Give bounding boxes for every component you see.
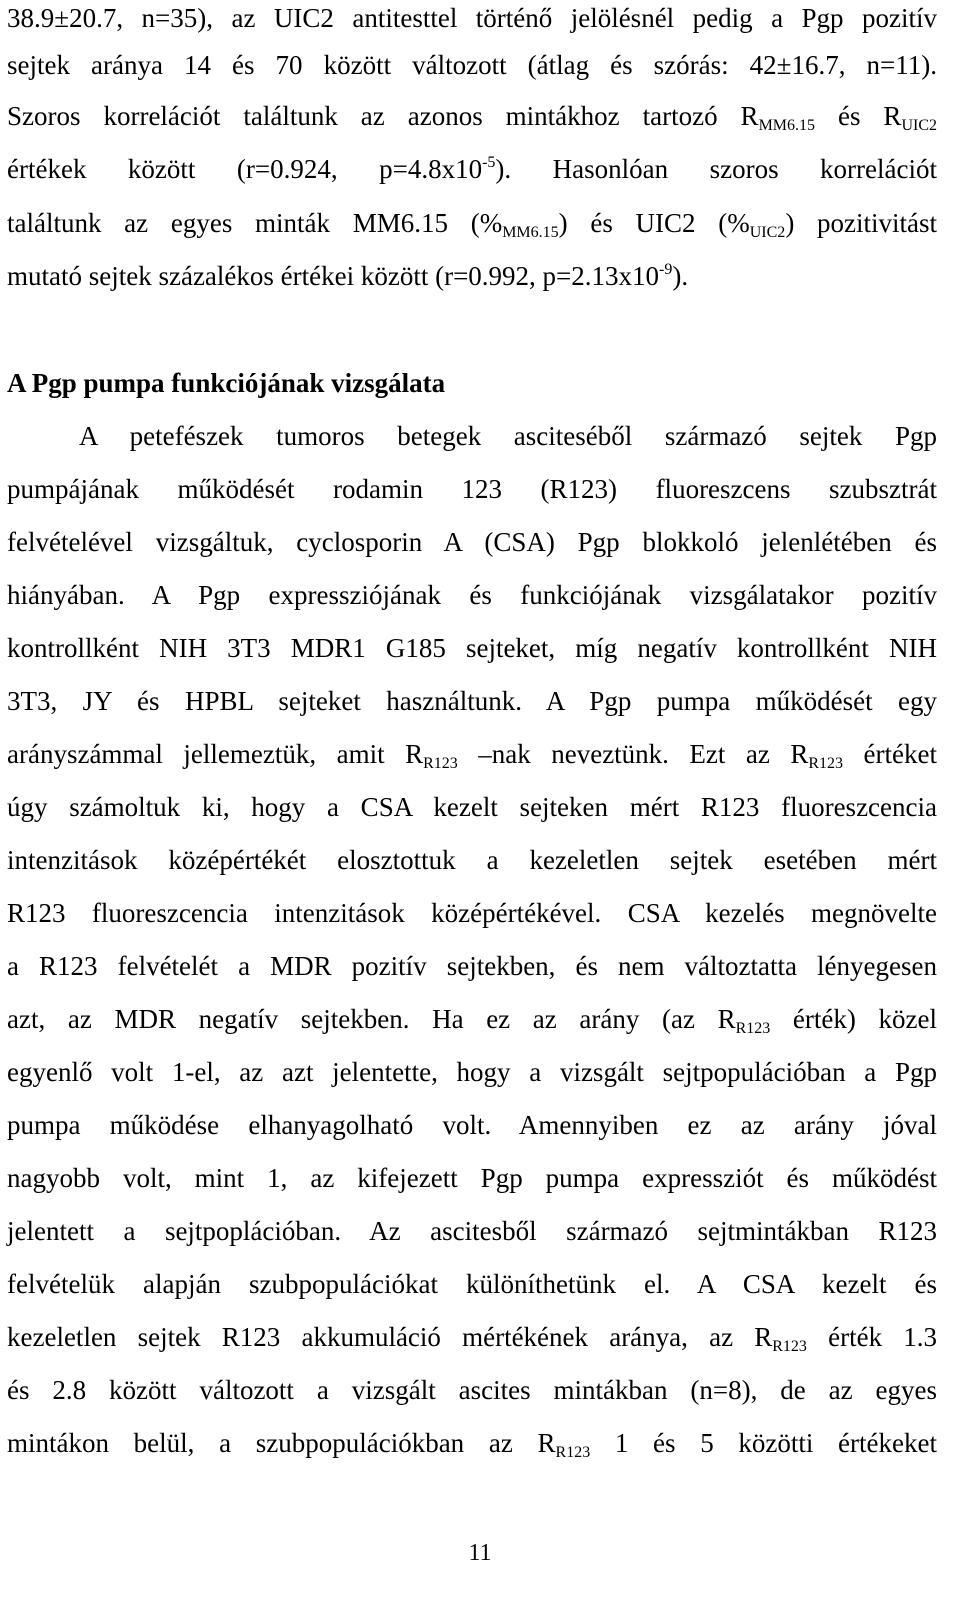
text-line: Szoros korrelációt találtunk az azonos mintákhoz tartozó $R_{MM6.15}$ és $R_{UIC2}$ — [7, 101, 938, 134]
text-line: mutató sejtek százalékos értékei között (r=0.992, $p=2.13x10^{-9}$). — [7, 261, 689, 291]
text-line: A petefészek tumoros betegek asciteséből származó sejtek Pgp — [79, 421, 937, 451]
text-line: R123 fluoreszcencia intenzitások középértékével. CSA kezelés megnövelte — [7, 898, 937, 928]
text-line: kezeletlen sejtek R123 akkumuláció mértékének aránya, az $R_{R123}$ érték 1.3 — [7, 1322, 937, 1355]
text-line: felvételük alapján szubpopulációkat különíthetünk el. A CSA kezelt és — [7, 1269, 937, 1299]
text-line: arányszámmal jellemeztük, amit $R_{R123}$ –nak neveztünk. Ezt az $R_{R123}$ értéket — [7, 739, 937, 772]
text-line: jelentett a sejtpoplációban. Az ascitesből származó sejtmintákban R123 — [7, 1216, 937, 1246]
text-line: pumpa működése elhanyagolható volt. Amennyiben ez az arány jóval — [7, 1110, 937, 1140]
text-line: értékek között (r=0.924, $p=4.8x10^{-5}$). Hasonlóan szoros korrelációt — [7, 154, 937, 184]
text-line: egyenlő volt 1-el, az azt jelentette, hogy a vizsgált sejtpopulációban a Pgp — [7, 1057, 937, 1087]
section-heading: A Pgp pumpa funkciójának vizsgálata — [7, 368, 446, 398]
text-line: mintákon belül, a szubpopulációkban az $R_{R123}$ 1 és 5 közötti értékeket — [7, 1428, 937, 1461]
text-line: 3T3, JY és HPBL sejteket használtunk. A Pgp pumpa működését egy — [7, 686, 937, 716]
text-line: pumpájának működését rodamin 123 (R123) fluoreszcens szubsztrát — [7, 474, 937, 504]
text-line: és 2.8 között változott a vizsgált ascites mintákban (n=8), de az egyes — [7, 1375, 937, 1405]
text-line: azt, az MDR negatív sejtekben. Ha ez az arány (az $R_{R123}$ érték) közel — [7, 1004, 937, 1037]
text-line: 38.9±20.7, n=35), az UIC2 antitesttel történő jelölésnél pedig a Pgp pozitív — [7, 3, 937, 33]
text-line: úgy számoltuk ki, hogy a CSA kezelt sejteken mért R123 fluoreszcencia — [7, 792, 937, 822]
page-number: 11 — [468, 1540, 492, 1566]
text-line: hiányában. A Pgp expressziójának és funkciójának vizsgálatakor pozitív — [7, 580, 937, 610]
text-line: sejtek aránya 14 és 70 között változott (átlag és szórás: 42±16.7, n=11). — [7, 50, 937, 80]
text-line: intenzitások középértékét elosztottuk a kezeletlen sejtek esetében mért — [7, 845, 937, 875]
text-line: a R123 felvételét a MDR pozitív sejtekben, és nem változtatta lényegesen — [7, 951, 937, 981]
text-line: nagyobb volt, mint 1, az kifejezett Pgp pumpa expressziót és működést — [7, 1163, 937, 1193]
text-line: találtunk az egyes minták MM6.15 $(\%_{MM6.15})$ és UIC2 $(\%_{UIC2})$ pozitivitást — [7, 208, 937, 241]
text-line: kontrollként NIH 3T3 MDR1 G185 sejteket, míg negatív kontrollként NIH — [7, 633, 937, 663]
text-line: felvételével vizsgáltuk, cyclosporin A (CSA) Pgp blokkoló jelenlétében és — [7, 527, 937, 557]
